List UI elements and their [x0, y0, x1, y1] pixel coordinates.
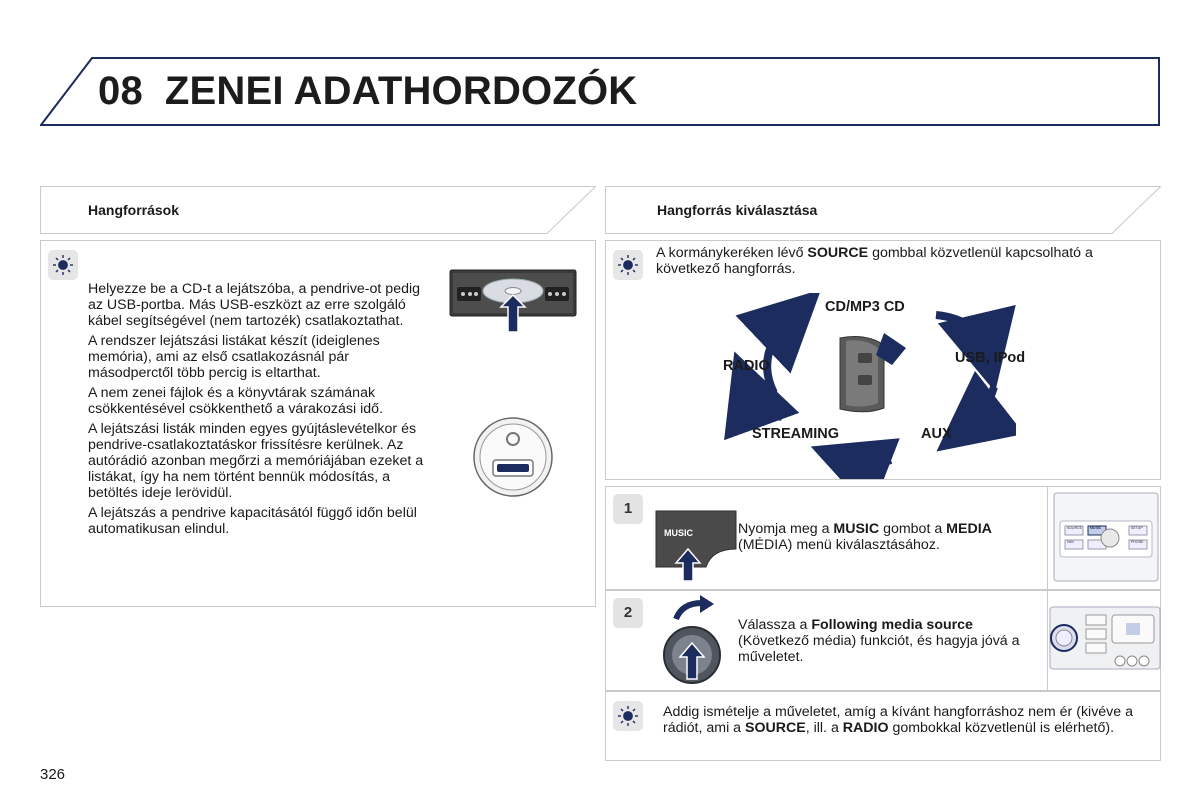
paragraph: Helyezze be a CD-t a lejátszóba, a pendrive-ot pedig az USB-portba. Más USB-eszközt az erre szolgáló kábel segítségével (nem tartozék) csatlakoztathat. — [88, 281, 421, 329]
tip-text: Addig ismételje a műveletet, amíg a kívánt hangforráshoz nem ér (kivéve a rádiót, ami a SOURCE, ill. a RADIO gombokkal közvetlenül is elérhető). — [663, 704, 1133, 736]
source-cycle-diagram — [716, 293, 1016, 479]
source-label-usb: USB, IPod — [955, 350, 1026, 366]
source-key: SOURCE — [807, 245, 869, 261]
source-label-radio: RADIO — [723, 358, 770, 374]
step-2-box — [605, 590, 1161, 691]
paragraph: A nem zenei fájlok és a könyvtárak számának csökkentésével csökkenthető a várakozási idő. — [88, 385, 383, 417]
section-title: Hangforrások — [88, 202, 180, 218]
sources-text — [88, 281, 433, 541]
step-number: 2 — [613, 598, 643, 628]
section-header-sources — [40, 186, 596, 234]
paragraph: A lejátszás a pendrive kapacitásától függő időn belül automatikusan elindul. — [88, 505, 417, 537]
panel-label-music: MUSIC — [1090, 526, 1102, 530]
step-number: 1 — [613, 494, 643, 524]
panel-label-nav: NAV — [1067, 540, 1074, 544]
section-header-select-source — [605, 186, 1161, 234]
sources-info-box — [40, 240, 596, 607]
paragraph: A lejátszási listák minden egyes gyújtáslevételkor és pendrive-csatlakoztatáskor frissítésre kerülnek. Az autórádió azonban megőrzi a memóriájában ezeket a listákat, így ha nem történt bennük módosítás, a betöltés ideje lerövidül. — [88, 421, 424, 501]
step-2-text: Válassza a Following media source (Következő média) funkciót, és hagyja jóvá a műveletet. — [738, 617, 1020, 665]
chapter-title — [98, 69, 637, 114]
rotary-knob-illustration — [662, 593, 726, 689]
radio-panel-thumbnail — [1047, 487, 1162, 589]
panel-label-setup: SETUP — [1131, 526, 1143, 530]
panel-label-source: SOURCE — [1067, 526, 1082, 530]
section-title: Hangforrás kiválasztása — [657, 202, 818, 218]
chapter-header — [40, 57, 1160, 127]
chapter-number: 08 — [98, 69, 143, 113]
music-button-illustration — [652, 509, 738, 581]
chapter-title-text: ZENEI ADATHORDOZÓK — [164, 69, 638, 113]
lightbulb-icon — [48, 250, 78, 280]
panel-label-phone: PHONE — [1131, 540, 1144, 544]
music-button-label: MUSIC — [664, 528, 693, 538]
source-intro-text: A kormánykeréken lévő SOURCE gombbal közvetlenül kapcsolható a következő hangforrás. — [656, 245, 1093, 277]
tip-box — [605, 691, 1161, 761]
cd-player-illustration — [449, 269, 577, 334]
source-label-streaming: STREAMING — [752, 426, 839, 442]
usb-port-illustration — [471, 416, 555, 498]
radio-panel-thumbnail — [1047, 591, 1162, 690]
step-1-text: Nyomja meg a MUSIC gombot a MEDIA (MÉDIA) menü kiválasztásához. — [738, 521, 992, 553]
page-number: 326 — [40, 766, 66, 783]
source-label-cd: CD/MP3 CD — [825, 299, 905, 315]
lightbulb-icon — [613, 250, 643, 280]
step-1-box — [605, 486, 1161, 590]
source-label-aux: AUX — [921, 426, 952, 442]
paragraph: A rendszer lejátszási listákat készít (ideiglenes memória), ami az első csatlakozásnál pár másodperctől több percig is eltarthat. — [88, 333, 380, 381]
source-cycle-box — [605, 240, 1161, 480]
lightbulb-icon — [613, 701, 643, 731]
